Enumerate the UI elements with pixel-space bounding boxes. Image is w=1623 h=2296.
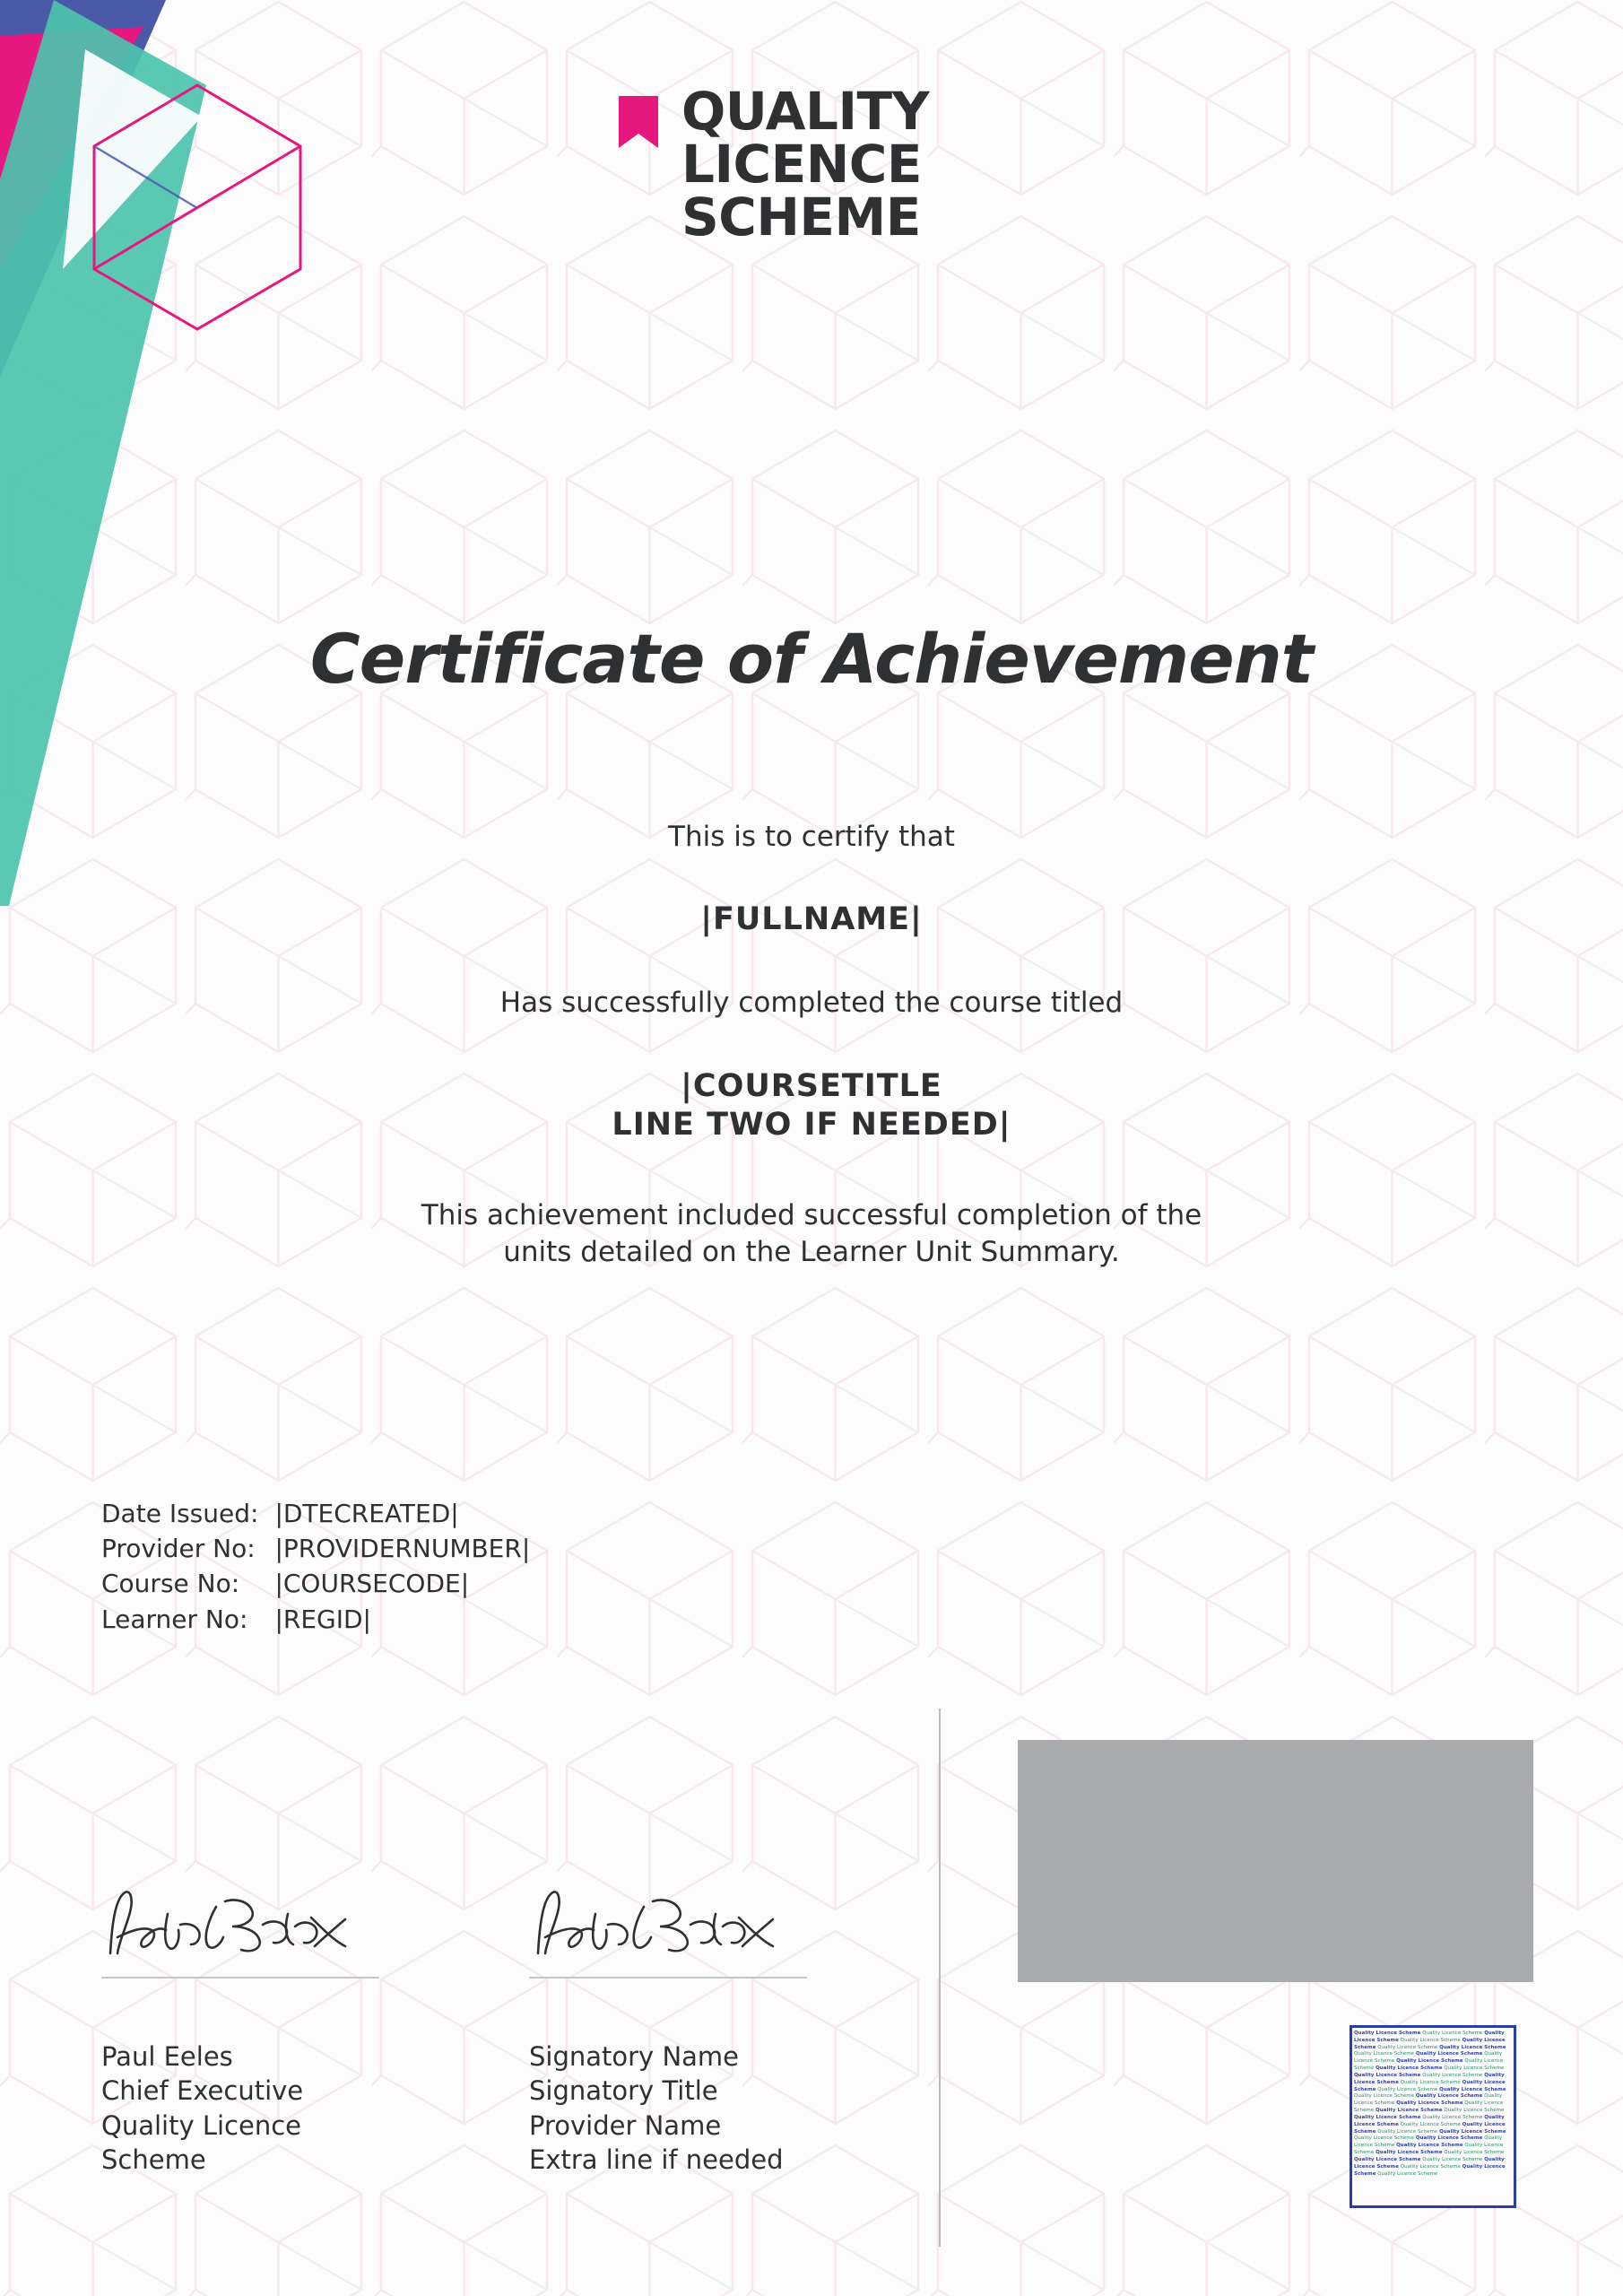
achievement-note-line-1: This achievement included successful completion of the	[421, 1199, 1202, 1231]
logo-line-licence: LICENCE	[681, 134, 922, 196]
detail-row	[101, 1531, 530, 1566]
detail-row	[101, 1496, 530, 1531]
signature-rule	[529, 1977, 807, 1979]
signature-name: Paul Eeles	[101, 2041, 233, 2072]
logo-line-quality: QUALITY	[681, 81, 930, 142]
achievement-note	[0, 1197, 1623, 1271]
signature-org-line-2: Scheme	[101, 2144, 206, 2175]
detail-value: |DTECREATED|	[274, 1499, 459, 1528]
signature-name: Signatory Name	[529, 2041, 739, 2072]
detail-label: Date Issued:	[101, 1499, 259, 1528]
signature-title: Signatory Title	[529, 2075, 718, 2107]
signature-block-chief-executive	[101, 1874, 379, 2177]
detail-label: Provider No:	[101, 1534, 256, 1564]
signature-caption	[101, 2039, 379, 2177]
detail-row	[101, 1602, 530, 1637]
page-title: Certificate of Achievement	[309, 619, 1314, 699]
certify-text: This is to certify that	[668, 821, 955, 853]
detail-value: |COURSECODE|	[274, 1569, 470, 1599]
certificate-details	[101, 1496, 530, 1637]
detail-value: |PROVIDERNUMBER|	[274, 1534, 531, 1564]
signature-org-line-2: Extra line if needed	[529, 2144, 784, 2175]
signature-caption	[529, 2039, 807, 2177]
detail-label: Course No:	[101, 1569, 240, 1599]
recipient-name: |FULLNAME|	[700, 901, 923, 937]
signature-org-line-1: Quality Licence	[101, 2109, 302, 2141]
course-title-line-1: |COURSETITLE	[681, 1068, 942, 1104]
vertical-divider	[939, 1709, 941, 2247]
achievement-note-line-2: units detailed on the Learner Unit Summary.	[503, 1235, 1120, 1268]
signature-org-line-1: Provider Name	[529, 2109, 722, 2141]
signature-icon	[101, 1874, 361, 1973]
security-seal-microtext: Quality Licence Scheme Quality Licence Scheme Quality Licence Scheme Quality Licence Scheme Quality Licence Scheme Quality Licence Scheme Quality Licence Scheme Quality Licence Scheme Quality Licence Scheme Quality Licence Scheme Quality Licence Scheme Quality Licence Scheme Quality Licence Scheme Quality Licence Scheme Quality Licence Scheme Quality Licence Scheme Quality Licence Scheme Quality Licence Scheme Quality Licence Scheme Quality Licence Scheme Quality Licence Scheme Quality Licence Scheme Quality Licence Scheme Quality Licence Scheme Quality Licence Scheme Quality Licence Scheme Quality Licence Scheme Quality Licence Scheme Quality Licence Scheme Quality Licence Scheme Quality Licence Scheme Quality Licence Scheme Quality Licence Scheme Quality Licence Scheme Quality Licence Scheme Quality Licence Scheme Quality Licence Scheme Quality Licence Scheme Quality Licence Scheme Quality Licence Scheme Quality Licence Scheme Quality Licence Scheme Quality Licence Scheme Quality Licence Scheme Quality Licence Scheme Quality Licence Scheme Quality Licence Scheme Quality Licence Scheme	[1354, 2031, 1506, 2177]
detail-value: |REGID|	[274, 1604, 371, 1634]
signature-title: Chief Executive	[101, 2075, 304, 2107]
detail-label: Learner No:	[101, 1604, 248, 1634]
logo-placeholder	[1018, 1740, 1533, 1982]
logo-line-scheme: SCHEME	[681, 187, 921, 248]
signature-rule	[101, 1977, 379, 1979]
course-title-line-2: LINE TWO IF NEEDED|	[612, 1106, 1011, 1143]
detail-row	[101, 1566, 530, 1601]
signature-icon	[529, 1874, 789, 1973]
course-title	[0, 1067, 1623, 1144]
signature-block-provider	[529, 1874, 807, 2177]
completed-text: Has successfully completed the course titled	[499, 987, 1124, 1019]
security-seal	[1350, 2025, 1516, 2208]
